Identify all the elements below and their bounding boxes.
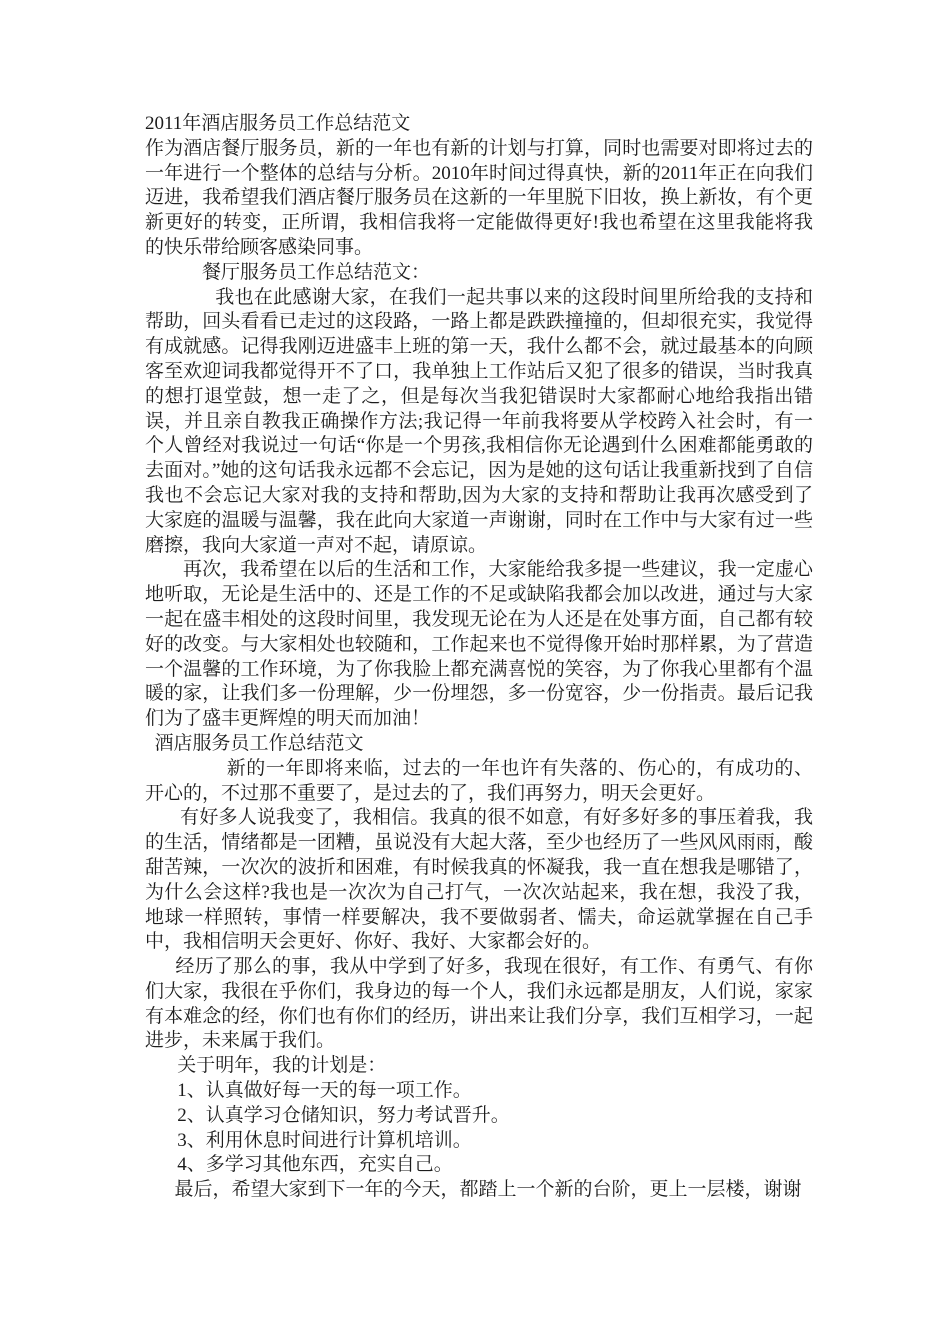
paragraph: 作为酒店餐厅服务员，新的一年也有新的计划与打算，同时也需要对即将过去的一年进行一个整体的总结与分析。2010年时间过得真快，新的2011年正在向我们迈进，我希望我们酒店餐厅服务员在这新的一年里脱下旧妆，换上新妆，有个更新更好的转变，正所谓，我相信我将一定能做得更好!我也希望在这里我能将我的快乐带给顾客感染同事。	[145, 137, 813, 258]
document-body	[145, 137, 813, 1203]
paragraph: 酒店服务员工作总结范文	[154, 732, 364, 754]
paragraph: 再次，我希望在以后的生活和工作，大家能给我多提一些建议，我一定虚心地听取，无论是生活中的、还是工作的不足或缺陷我都会加以改进，通过与大家一起在盛丰相处的这段时间里，我发现无论在为人还是在处事方面，自己都有较好的改变。与大家相处也较随和，工作起来也不觉得像开始时那样累，为了营造一个温馨的工作环境，为了你我脸上都充满喜悦的笑容，为了你我心里都有个温暖的家，让我们多一份理解，少一份埋怨，多一份宽容，少一份指责。最后记我们为了盛丰更辉煌的明天而加油！	[145, 559, 813, 730]
paragraph: 关于明年，我的计划是：	[177, 1055, 387, 1077]
page-title: 2011年酒店服务员工作总结范文	[145, 113, 411, 134]
paragraph: 3、利用休息时间进行计算机培训。	[177, 1129, 472, 1151]
paragraph: 餐厅服务员工作总结范文：	[202, 261, 431, 283]
paragraph: 2、认真学习仓储知识，努力考试晋升。	[177, 1104, 510, 1126]
paragraph: 新的一年即将来临，过去的一年也许有失落的、伤心的，有成功的、开心的，不过那不重要了，是过去的了，我们再努力，明天会更好。	[145, 757, 813, 804]
paragraph: 最后，希望大家到下一年的今天，都踏上一个新的台阶，更上一层楼，谢谢	[174, 1179, 802, 1201]
paragraph: 我也在此感谢大家，在我们一起共事以来的这段时间里所给我的支持和帮助，回头看看已走过的这段路，一路上都是跌跌撞撞的，但却很充实，我觉得有成就感。记得我刚迈进盛丰上班的第一天，我什么都不会，就过最基本的向顾客至欢迎词我都觉得开不了口，我单独上工作站后又犯了很多的错误，当时我真的想打退堂鼓，想一走了之，但是每次当我犯错误时大家都耐心地给我指出错误，并且亲自教我正确操作方法;我记得一年前我将要从学校跨入社会时，有一个人曾经对我说过一句话“你是一个男孩,我相信你无论遇到什么困难都能勇敢的去面对。”她的这句话我永远都不会忘记，因为是她的这句话让我重新找到了自信我也不会忘记大家对我的支持和帮助,因为大家的支持和帮助让我再次感受到了大家庭的温暖与温馨，我在此向大家道一声谢谢，同时在工作中与大家有过一些磨擦，我向大家道一声对不起，请原谅。	[145, 286, 813, 556]
paragraph: 4、多学习其他东西，充实自己。	[177, 1154, 453, 1176]
paragraph: 经历了那么的事，我从中学到了好多，我现在很好，有工作、有勇气、有你们大家，我很在乎你们，我身边的每一个人，我们永远都是朋友，人们说，家家有本难念的经，你们也有你们的经历，讲出来让我们分享，我们互相学习，一起进步，未来属于我们。	[145, 956, 813, 1052]
document-content	[145, 112, 813, 1203]
paragraph: 有好多人说我变了，我相信。我真的很不如意，有好多好多的事压着我，我的生活，情绪都是一团糟，虽说没有大起大落，至少也经历了一些风风雨雨，酸甜苦辣，一次次的波折和困难，有时候我真的怀凝我，我一直在想我是哪错了，为什么会这样?我也是一次次为自己打气，一次次站起来，我在想，我没了我，地球一样照转，事情一样要解决，我不要做弱者、懦夫，命运就掌握在自己手中，我相信明天会更好、你好、我好、大家都会好的。	[145, 807, 813, 953]
paragraph: 1、认真做好每一天的每一项工作。	[177, 1080, 472, 1102]
